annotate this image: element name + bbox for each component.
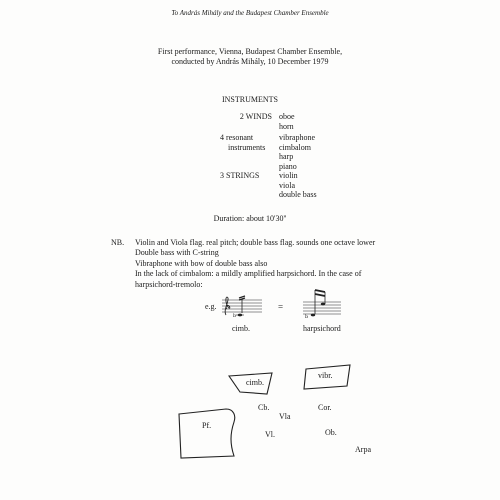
group-label-winds: 2 WINDS [239,112,272,121]
svg-text:b: b [305,314,309,320]
duration-note: Duration: about 10'30'' [213,214,287,223]
stage-vla: Vla [279,412,291,421]
instrument-item: viola [279,180,295,190]
performance-line-1: First performance, Vienna, Budapest Chamber Ensemble, [157,47,343,56]
group-items-strings [279,171,317,200]
stage-cimb: cimb. [246,378,264,387]
example-eg: e.g. [205,302,217,311]
svg-text:b: b [233,313,237,319]
nb-line: Double bass with C-string [135,248,219,258]
stage-vl: Vl. [265,430,275,439]
stage-cor: Cor. [318,403,332,412]
group-items-winds [279,112,295,131]
performance-line-2: conducted by András Mihály, 10 December 1979 [171,57,329,66]
piano-shape-icon [176,408,238,460]
group-label-strings: 3 STRINGS [220,171,260,180]
stage-pf: Pf. [202,421,212,430]
instrument-item: vibraphone [279,133,315,142]
dedication: To András Mihály and the Budapest Chamber Ensemble [171,9,329,17]
instrument-item: harp [279,152,294,161]
stage-ob: Ob. [325,428,337,437]
instrument-item: oboe [279,112,295,121]
nb-line: Vibraphone with bow of double bass also [135,258,268,268]
nb-line: In the lack of cimbalom: a mildly amplified harpsichord. In the case of [135,269,362,279]
nb-body [135,238,435,290]
cimbalom-notation-icon [222,296,264,320]
performance-note [0,47,500,67]
stage-vibr: vibr. [318,371,333,380]
stage-cb: Cb. [258,403,270,412]
instruments-heading: INSTRUMENTS [221,95,278,104]
instrument-item: horn [279,121,294,131]
harpsichord-notation-icon [303,288,343,320]
nb-mark: NB. [111,238,125,247]
instrument-item: cimbalom [279,142,311,152]
example-cimb-label: cimb. [232,324,250,333]
group-items-resonant [279,133,315,171]
nb-line: Violin and Viola flag. real pitch; double bass flag. sounds one octave lower [135,238,376,247]
instrument-item: double bass [279,190,317,199]
equals-sign: = [278,302,284,312]
instrument-item: violin [279,171,298,180]
instrument-item: piano [279,161,297,171]
stage-arpa: Arpa [355,445,371,454]
group-label-resonant: 4 resonant instruments [220,133,266,152]
nb-line: harpsichord-tremolo: [135,279,203,289]
example-harpsichord-label: harpsichord [303,324,341,333]
